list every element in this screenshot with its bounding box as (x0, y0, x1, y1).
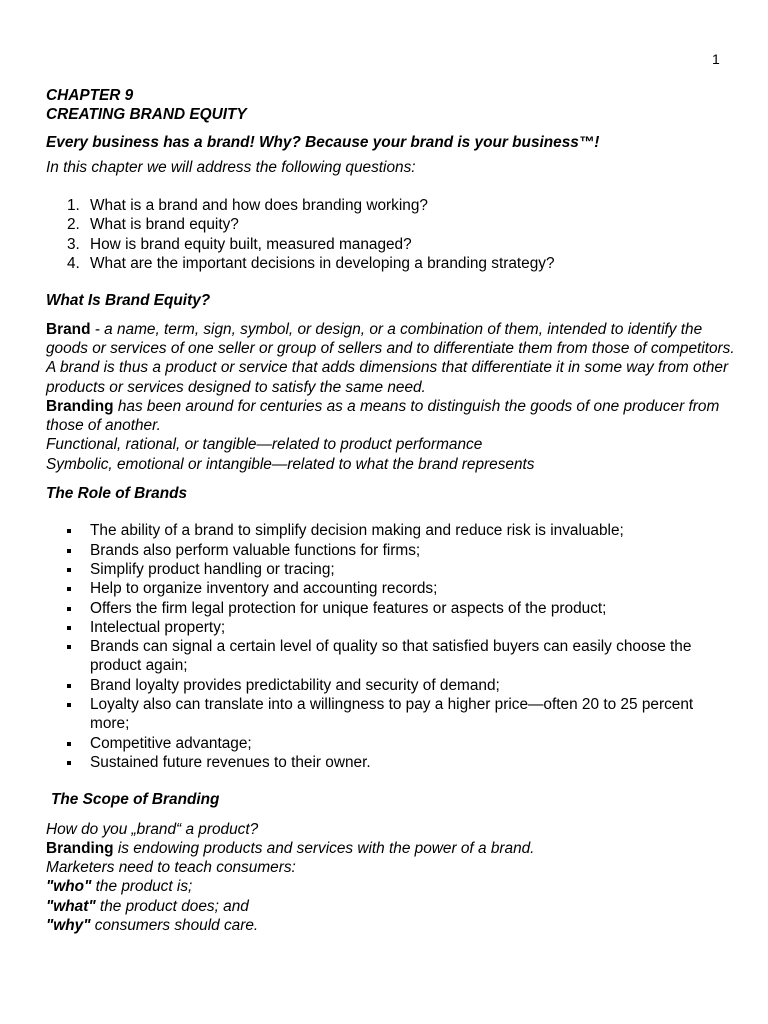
marketers-line: Marketers need to teach consumers: (46, 859, 296, 877)
list-item: Intelectual property; (46, 618, 736, 637)
list-item: The ability of a brand to simplify decision making and reduce risk is invaluable; (46, 521, 736, 540)
what-line (46, 897, 736, 916)
bullet-icon (67, 761, 71, 765)
brand-definition (46, 320, 736, 359)
bullet-icon (67, 568, 71, 572)
intro-text: In this chapter we will address the following questions: (46, 158, 416, 176)
list-item: Offers the firm legal protection for unique features or aspects of the product; (46, 599, 736, 618)
list-item: Brands can signal a certain level of quality so that satisfied buyers can easily choose the product again; (46, 637, 736, 676)
list-item: 3. How is brand equity built, measured managed? (67, 235, 412, 253)
functional-line: Functional, rational, or tangible—related to product performance (46, 436, 483, 454)
brand-thus-paragraph: A brand is thus a product or service that adds dimensions that differentiate it in some way from other products or services designed to satisfy the same need. (46, 359, 729, 396)
list-item: Brands also perform valuable functions for firms; (46, 541, 736, 560)
what-text: the product does; and (95, 897, 249, 915)
list-item: Brand loyalty provides predictability and security of demand; (46, 676, 736, 695)
role-of-brands-list (46, 521, 736, 772)
branding-definition-text: has been around for centuries as a means to distinguish the goods of one producer from those of another. (46, 397, 720, 435)
who-text: the product is; (91, 878, 193, 896)
chapter-title: CREATING BRAND EQUITY (46, 106, 247, 124)
scope-branding-definition (46, 839, 736, 858)
bullet-icon (67, 529, 71, 533)
brand-term: Brand (46, 320, 91, 338)
symbolic-line: Symbolic, emotional or intangible—related to what the brand represents (46, 455, 535, 473)
tagline: Every business has a brand! Why? Because your brand is your business™! (46, 133, 600, 151)
bullet-icon (67, 684, 71, 688)
list-item: Competitive advantage; (46, 734, 736, 753)
what-term: "what" (46, 897, 96, 915)
page-number: 1 (712, 51, 720, 67)
section-heading-role-of-brands: The Role of Brands (46, 485, 188, 503)
brand-definition-text: - a name, term, sign, symbol, or design, or a combination of them, intended to identify the goods or services of one seller or group of sellers and to differentiate them from those of competitors. (46, 320, 735, 357)
who-term: "who" (46, 878, 92, 896)
list-item: Help to organize inventory and accounting records; (46, 579, 736, 598)
who-line (46, 877, 736, 896)
why-text: consumers should care. (90, 916, 259, 934)
bullet-icon (67, 626, 71, 630)
bullet-icon (67, 703, 71, 707)
scope-question: How do you „brand“ a product? (46, 820, 259, 838)
list-item: 1. What is a brand and how does branding working? (67, 197, 428, 215)
questions-list (46, 196, 736, 273)
list-item: Simplify product handling or tracing; (46, 560, 736, 579)
section-heading-scope-of-branding: The Scope of Branding (51, 791, 220, 809)
why-line (46, 916, 736, 935)
list-item: 2. What is brand equity? (67, 216, 239, 234)
why-term: "why" (46, 916, 91, 934)
bullet-icon (67, 587, 71, 591)
list-item: Loyalty also can translate into a willingness to pay a higher price—often 20 to 25 percent more; (46, 695, 736, 734)
document-body (46, 86, 736, 935)
list-item: Sustained future revenues to their owner. (46, 753, 736, 772)
scope-branding-text: is endowing products and services with the power of a brand. (113, 839, 535, 857)
section-heading-brand-equity: What Is Brand Equity? (46, 292, 211, 310)
branding-term: Branding (46, 397, 114, 415)
list-item: 4. What are the important decisions in developing a branding strategy? (67, 255, 555, 273)
branding-term: Branding (46, 839, 114, 857)
bullet-icon (67, 549, 71, 553)
bullet-icon (67, 742, 71, 746)
chapter-number: CHAPTER 9 (46, 87, 134, 104)
bullet-icon (67, 607, 71, 611)
branding-definition (46, 397, 736, 436)
bullet-icon (67, 645, 71, 649)
